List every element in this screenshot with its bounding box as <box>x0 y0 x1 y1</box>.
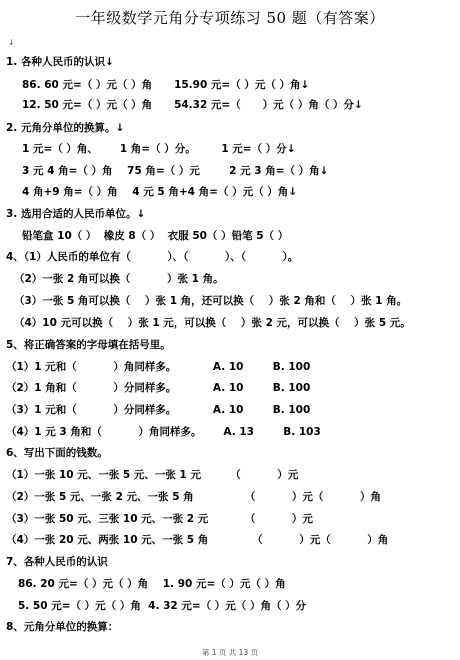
section-6-heading: 6、写出下面的钱数。 <box>6 447 108 459</box>
section-4-heading: 4、（1）人民币的单位有（ ）、（ ）、（ ）。 <box>6 251 299 263</box>
section-8-heading: 8、元角分单位的换算： <box>6 621 119 633</box>
paragraph-mark: ↓ <box>8 38 15 47</box>
exercise-line: （1）1 元和（ ）角同样多。 A. 10 B. 100 <box>6 361 311 373</box>
exercise-line: 4 角+9 角=（ ）角 4 元 5 角+4 角=（ ）元（ ）角↓ <box>22 186 298 198</box>
exercise-line: （2）1 角和（ ）分同样多。 A. 10 B. 100 <box>6 382 311 394</box>
exercise-line: 5. 50 元=（ ）元（ ）角 4. 32 元=（ ）元（ ）角（ ）分 <box>18 600 307 612</box>
exercise-line: （2）一张 2 角可以换（ ）张 1 角。 <box>14 273 224 285</box>
exercise-line: （4）一张 20 元、两张 10 元、一张 5 角 （ ）元（ ）角 <box>6 534 389 546</box>
exercise-line: 86. 20 元=（ ）元（ ）角 1. 90 元=（ ）元（ ）角 <box>18 578 286 590</box>
exercise-line: 1 元=（ ）角、 1 角=（ ）分。 1 元=（ ）分↓ <box>22 143 296 155</box>
section-7-heading: 7、各种人民币的认识 <box>6 556 108 568</box>
section-5-heading: 5、将正确答案的字母填在括号里。 <box>6 339 171 351</box>
exercise-line: （3）一张 50 元、三张 10 元、一张 2 元 （ ）元 <box>6 513 313 525</box>
section-1-heading: 1. 各种人民币的认识↓ <box>6 56 114 68</box>
exercise-line: （4）1 元 3 角和（ ）角同样多。 A. 13 B. 103 <box>6 426 321 438</box>
exercise-line: （4）10 元可以换（ ）张 1 元，可以换（ ）张 2 元，可以换（ ）张 5 元。 <box>14 317 411 329</box>
section-3-heading: 3. 选用合适的人民币单位。↓ <box>6 208 146 220</box>
exercise-line: 3 元 4 角=（ ）角 75 角=（ ）元 2 元 3 角=（ ）角↓ <box>22 165 329 177</box>
exercise-line: （3）一张 5 角可以换（ ）张 1 角，还可以换（ ）张 2 角和（ ）张 1 角。 <box>14 295 408 307</box>
exercise-line: 铅笔盒 10（ ） 橡皮 8（ ） 衣服 50（ ）铅笔 5（ ） <box>22 230 289 242</box>
exercise-line: 12. 50 元=（ ）元（ ）角 54.32 元=（ ）元（ ）角（ ）分↓ <box>22 99 363 111</box>
exercise-line: 86. 60 元=（ ）元（ ）角 15.90 元=（ ）元（ ）角↓ <box>22 79 310 91</box>
exercise-line: （2）一张 5 元、一张 2 元、一张 5 角 （ ）元（ ）角 <box>6 491 381 503</box>
document-title: 一年级数学元角分专项练习 50 题（有答案） <box>75 9 385 27</box>
exercise-line: （1）一张 10 元、一张 5 元、一张 1 元 （ ）元 <box>6 469 299 481</box>
page-footer: 第 1 页 共 13 页 <box>201 648 259 657</box>
section-2-heading: 2. 元角分单位的换算。↓ <box>6 122 125 134</box>
exercise-line: （3）1 元和（ ）分同样多。 A. 10 B. 100 <box>6 404 311 416</box>
